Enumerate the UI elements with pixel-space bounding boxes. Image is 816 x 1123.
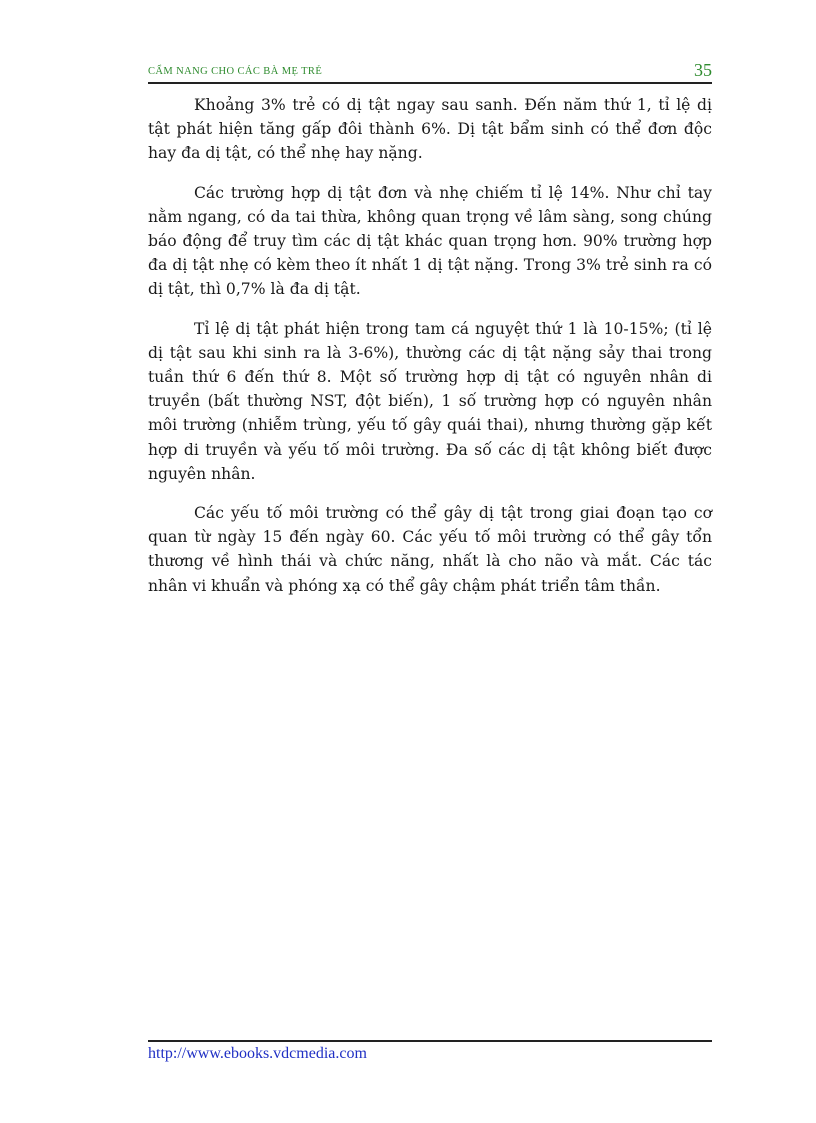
page-header [148,60,712,82]
header-divider [148,82,712,84]
paragraph: Khoảng 3% trẻ có dị tật ngay sau sanh. Đến năm thứ 1, tỉ lệ dị tật phát hiện tăng gấp đôi thành 6%. Dị tật bẩm sinh có thể đơn độc hay đa dị tật, có thể nhẹ hay nặng. [148,96,712,163]
page-number: 35 [694,60,712,80]
footer-divider [148,1040,712,1042]
paragraph: Tỉ lệ dị tật phát hiện trong tam cá nguyệt thứ 1 là 10-15%; (tỉ lệ dị tật sau khi sinh ra là 3-6%), thường các dị tật nặng sảy thai trong tuần thứ 6 đến thứ 8. Một số trường hợp dị tật có nguyên nhân di truyền (bất thường NST, đột biến), 1 số trường hợp có nguyên nhân môi trường (nhiễm trùng, yếu tố gây quái thai), nhưng thường gặp kết hợp di truyền và yếu tố môi trường. Đa số các dị tật không biết được nguyên nhân. [148,319,712,483]
paragraph: Các yếu tố môi trường có thể gây dị tật trong giai đoạn tạo cơ quan từ ngày 15 đến ngày 60. Các yếu tố môi trường có thể gây tổn thương về hình thái và chức năng, nhất là cho não và mắt. Các tác nhân vi khuẩn và phóng xạ có thể gây chậm phát triển tâm thần. [148,504,712,595]
running-title: CẨM NANG CHO CÁC BÀ MẸ TRẺ [148,66,323,77]
footer-url-link[interactable]: http://www.ebooks.vdcmedia.com [148,1045,367,1062]
paragraph: Các trường hợp dị tật đơn và nhẹ chiếm tỉ lệ 14%. Như chỉ tay nằm ngang, có da tai thừa, không quan trọng về lâm sàng, song chúng báo động để truy tìm các dị tật khác quan trọng hơn. 90% trường hợp đa dị tật nhẹ có kèm theo ít nhất 1 dị tật nặng. Trong 3% trẻ sinh ra có dị tật, thì 0,7% là đa dị tật. [148,183,712,299]
body-text [148,93,712,613]
